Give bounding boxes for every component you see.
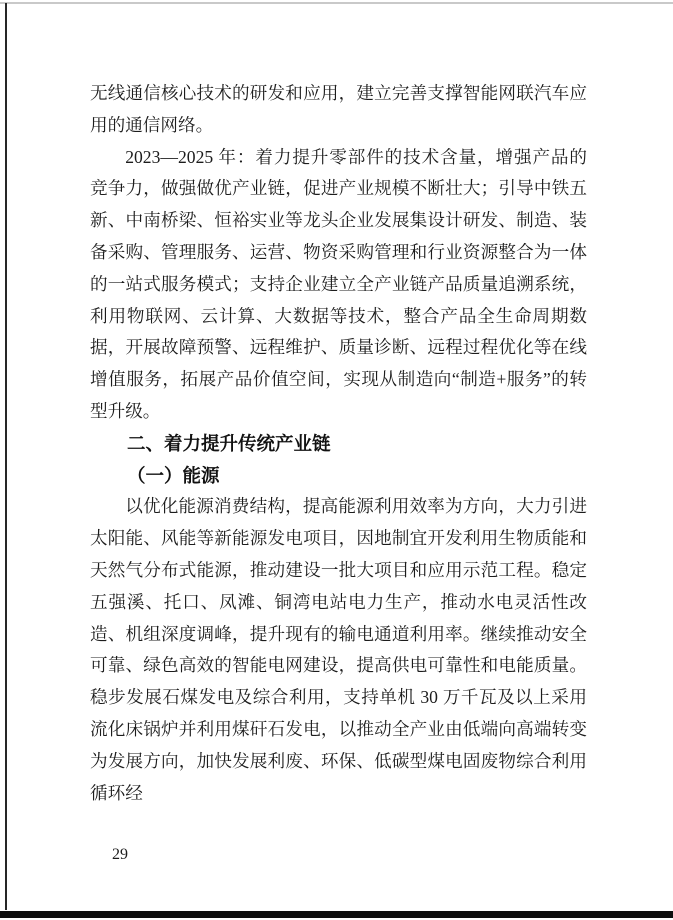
page-number: 29 [112,846,128,863]
paragraph-2023-2025-plan: 2023—2025 年：着力提升零部件的技术含量，增强产品的竞争力，做强做优产业链，促进产业规模不断壮大；引导中铁五新、中南桥梁、恒裕实业等龙头企业发展集设计研发、制造、装备采购、管理服务、运营、物资采购管理和行业资源整合为一体的一站式服务模式；支持企业建立全产业链产品质量追溯系统，利用物联网、云计算、大数据等技术，整合产品全生命周期数据，开展故障预警、远程维护、质量诊断、远程过程优化等在线增值服务，拓展产品价值空间，实现从制造向“制造+服务”的转型升级。 [90,146,587,421]
subsection-heading-energy: （一）能源 [127,464,220,486]
page-left-edge-line [5,3,7,910]
section-heading: 二、着力提升传统产业链 [127,432,331,454]
paragraph-energy: 以优化能源消费结构，提高能源利用效率为方向，大力引进太阳能、风能等新能源发电项目，因地制宜开发利用生物质能和天然气分布式能源，推动建设一批大项目和应用示范工程。稳定五强溪、托口、凤滩、铜湾电站电力生产，推动水电灵活性改造、机组深度调峰，提升现有的输电通道利用率。继续推动安全可靠、绿色高效的智能电网建设，提高供电可靠性和电能质量。稳步发展石煤发电及综合利用，支持单机 30 万千瓦及以上采用流化床锅炉并利用煤矸石发电，以推动全产业由低端向高端转变为发展方向，加快发展利废、环保、低碳型煤电固废物综合利用循环经 [90,496,587,803]
page-top-edge-line [0,2,673,4]
paragraph-continuation: 无线通信核心技术的研发和应用，建立完善支撑智能网联汽车应用的通信网络。 [90,83,587,135]
document-body [90,78,587,809]
page-bottom-edge-bar [0,911,673,918]
